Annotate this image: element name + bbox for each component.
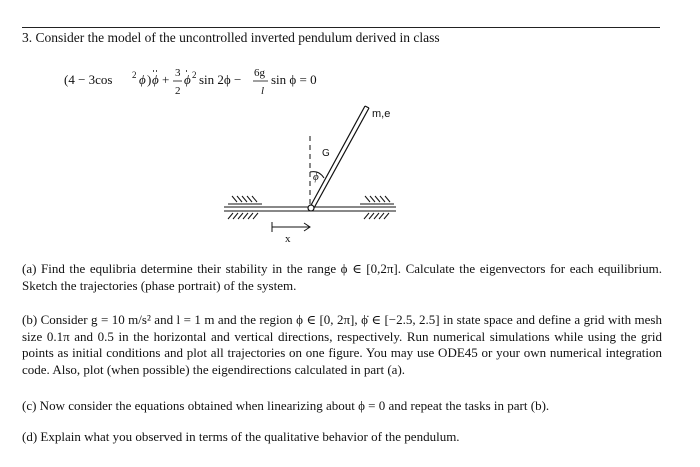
pendulum-rod [310,106,369,208]
part-b-text: (b) Consider g = 10 m/s² and l = 1 m and the region ϕ ∈ [0, 2π], ϕ̇ ∈ [−2.5, 2.5] in state space and define a grid with mesh size 0.1π and 0.5 in the horizontal and vertical directions, respectively. Run numerical simulations while using the grid points as initial conditions and plot all trajectories on one figure. You may use ODE45 or your own numerical integration code. Also, plot (when possible) the eigendirections calculated in part (a). [22,312,662,377]
eq-frac1-num: 3 [175,67,181,79]
eq-lhs-open: (4 − 3cos [64,72,113,87]
eq-frac2-den: l [261,85,265,97]
eq-exponent-2: 2 [132,70,137,80]
eq-phi-dot: ϕ [184,72,191,87]
mass-length-label: m,e [372,108,391,120]
eq-sin2phi: sin 2ϕ − [199,72,242,87]
eq-frac2-num: 6g [254,67,265,79]
x-direction-label: x [285,233,291,245]
eq-exponent-2b: 2 [192,70,197,80]
angle-phi-label: ϕ [313,171,319,183]
pendulum-diagram [210,100,420,250]
eq-phi-ddot: ϕ [152,72,159,87]
equation-of-motion [64,62,324,98]
question-header: 3. Consider the model of the uncontrolled inverted pendulum derived in class [22,30,440,45]
part-c-text: (c) Now consider the equations obtained when linearizing about ϕ = 0 and repeat the tasks in part (b). [22,398,550,413]
top-rule [22,27,660,28]
pivot-joint [308,205,314,211]
x-direction-arrow [272,222,310,232]
eq-close-paren: ) [147,72,152,87]
part-d-text: (d) Explain what you observed in terms of the qualitative behavior of the pendulum. [22,429,460,444]
center-of-mass-label: G [322,148,330,159]
eq-frac1-den: 2 [175,85,181,97]
eq-plus: + [162,72,170,87]
eq-phi: ϕ [139,72,146,87]
ground-left [228,196,262,204]
track-hatching [228,213,389,219]
part-a-text: (a) Find the equlibria determine their stability in the range ϕ ∈ [0,2π]. Calculate the eigenvectors for each equilibrium. Sketch the trajectories (phase portrait) of the system. [22,261,662,293]
ground-right [360,196,394,204]
eq-sinphi: sin ϕ = 0 [271,72,317,87]
